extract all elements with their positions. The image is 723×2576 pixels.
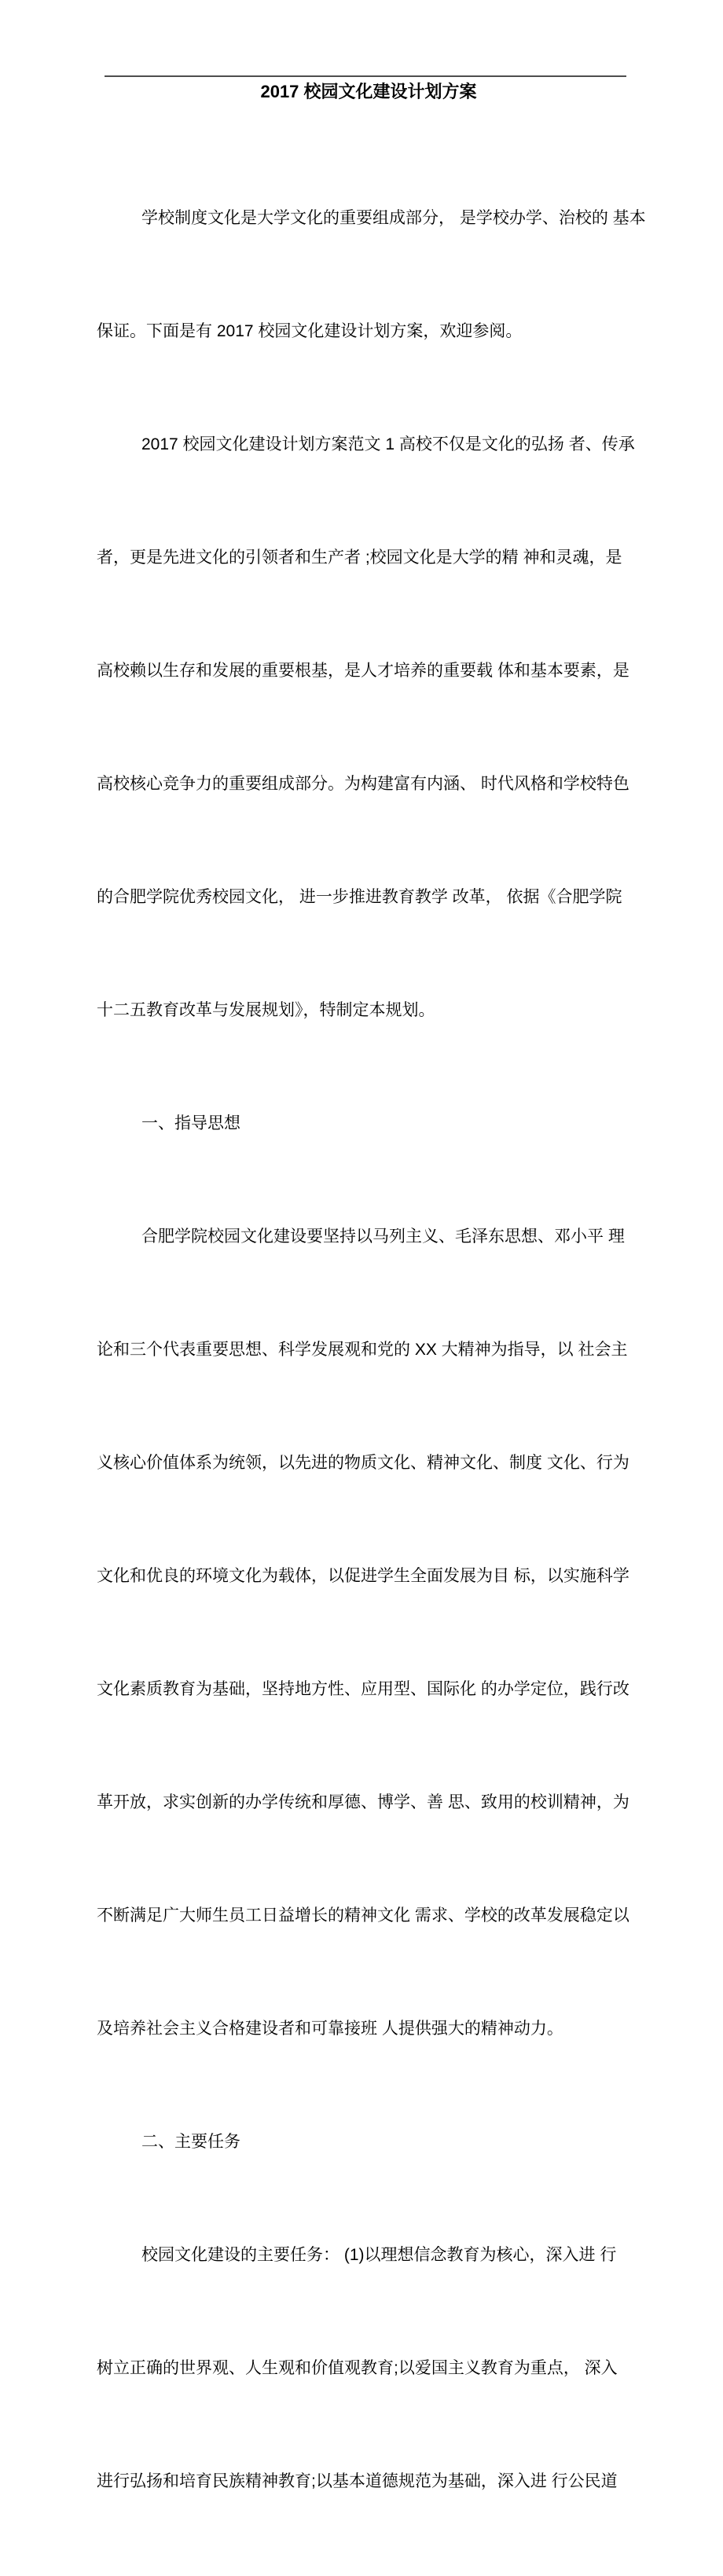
paragraph-line: 者，更是先进文化的引领者和生产者 ;校园文化是大学的精 神和灵魂，是: [97, 549, 622, 567]
paragraph-line: 保证。下面是有 2017 校园文化建设计划方案，欢迎参阅。: [97, 322, 523, 340]
section-heading: 二、主要任务: [141, 2133, 240, 2151]
paragraph-line: 及培养社会主义合格建设者和可靠接班 人提供强大的精神动力。: [97, 2020, 563, 2038]
paragraph-line: 树立正确的世界观、人生观和价值观教育;以爱国主义教育为重点， 深入: [97, 2359, 618, 2377]
document-body: [97, 124, 647, 2576]
paragraph-line: 校园文化建设的主要任务： (1)以理想信念教育为核心，深入进 行: [141, 2246, 617, 2264]
paragraph-line: 合肥学院校园文化建设要坚持以马列主义、毛泽东思想、邓小平 理: [141, 1227, 625, 1246]
paragraph-line: 论和三个代表重要思想、科学发展观和党的 XX 大精神为指导，以 社会主: [97, 1341, 628, 1359]
section-heading: 一、指导思想: [141, 1114, 240, 1132]
paragraph-line: 高校核心竞争力的重要组成部分。为构建富有内涵、 时代风格和学校特色: [97, 775, 629, 793]
title-divider: [105, 75, 626, 77]
document-title: 2017 校园文化建设计划方案: [260, 82, 477, 101]
paragraph-line: 高校赖以生存和发展的重要根基，是人才培养的重要载 体和基本要素，是: [97, 662, 629, 680]
paragraph-line: 文化和优良的环境文化为载体，以促进学生全面发展为目 标，以实施科学: [97, 1567, 629, 1585]
paragraph-line: 义核心价值体系为统领，以先进的物质文化、精神文化、制度 文化、行为: [97, 1454, 629, 1472]
paragraph-line: 进行弘扬和培育民族精神教育;以基本道德规范为基础，深入进 行公民道: [97, 2472, 618, 2490]
paragraph-line: 不断满足广大师生员工日益增长的精神文化 需求、学校的改革发展稳定以: [97, 1906, 629, 1925]
paragraph-line: 十二五教育改革与发展规划》，特制定本规划。: [97, 1001, 435, 1019]
paragraph-line: 学校制度文化是大学文化的重要组成部分， 是学校办学、治校的 基本: [141, 209, 646, 227]
paragraph-line: 文化素质教育为基础，坚持地方性、应用型、国际化 的办学定位，践行改: [97, 1680, 629, 1698]
paragraph-line: 的合肥学院优秀校园文化， 进一步推进教育教学 改革， 依据《合肥学院: [97, 888, 622, 906]
paragraph-line: 革开放，求实创新的办学传统和厚德、博学、善 思、致用的校训精神，为: [97, 1793, 629, 1811]
paragraph-line: 2017 校园文化建设计划方案范文 1 高校不仅是文化的弘扬 者、传承: [141, 435, 635, 453]
